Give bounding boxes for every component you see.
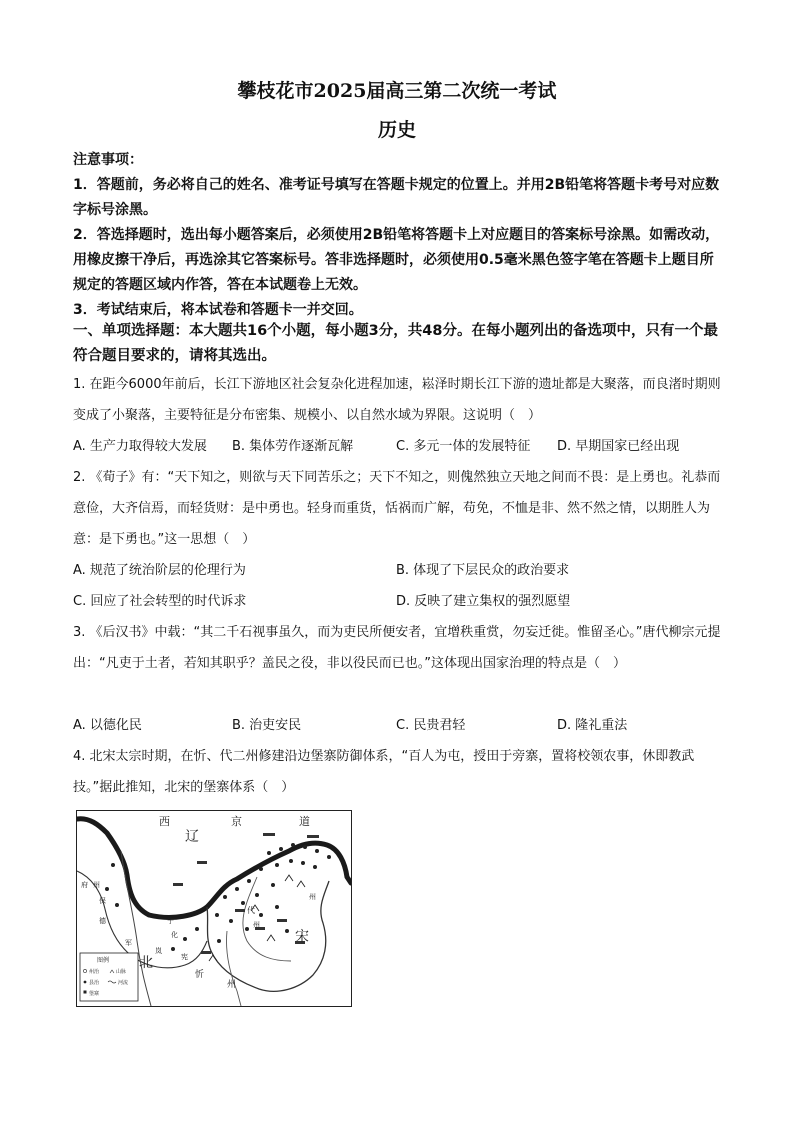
map-label-fu: 府 <box>81 881 88 889</box>
option-2d[interactable]: D. 反映了建立集权的强烈愿望 <box>396 594 571 609</box>
option-3a[interactable]: A. 以德化民 <box>73 718 142 733</box>
question-2-stem: 2. 《荀子》有：“天下知之，则欲与天下同苦乐之；天下不知之，则傀然独立天地之间而不畏：是上勇也。礼恭而意俭，大齐信焉，而轻货财：是中勇也。轻身而重货，恬祸而广解，苟免，不恤是非、然不然之情，以期胜人为意：是下勇也。”这一思想（ ） <box>73 470 721 547</box>
map-label-bei: 北 <box>139 955 153 971</box>
map-label-zhou: 州 <box>93 881 100 889</box>
map-label-jing: 京 <box>231 815 242 828</box>
option-1a[interactable]: A. 生产力取得较大发展 <box>73 439 207 454</box>
question-2 <box>73 462 723 555</box>
map-label-lan: 岚 <box>155 947 162 955</box>
exam-title: 攀枝花市2025届高三第二次统一考试 <box>237 80 557 102</box>
question-3-options <box>73 710 723 741</box>
note-item-2: 2．答选择题时，选出每小题答案后，必须使用2B铅笔将答题卡上对应题目的答案标号涂黑。如需改动，用橡皮擦干净后，再选涂其它答案标号。答非选择题时，必须使用0.5毫米黑色签字笔在答题卡上题目所规定的答题区域内作答，答在本试题卷上无效。 <box>73 227 720 293</box>
legend-item-county: 县治 <box>89 980 100 986</box>
question-2-options-row2 <box>73 586 723 617</box>
map-label-bao: 保 <box>99 897 106 905</box>
option-2a[interactable]: A. 规范了统治阶层的伦理行为 <box>73 563 246 578</box>
map-label-xi: 西 <box>159 815 170 828</box>
map-label-liao: 辽 <box>185 829 199 845</box>
map-legend <box>80 953 138 1001</box>
legend-title: 图例 <box>97 957 110 964</box>
song-fortress-map <box>76 810 352 1007</box>
question-4-stem: 4. 北宋太宗时期，在忻、代二州修建沿边堡寨防御体系，“百人为屯，授田于旁寨，置将校领农事，休即教武技。”据此推知，北宋的堡寨体系（ ） <box>73 749 695 795</box>
legend-item-prefecture: 州治 <box>89 969 100 975</box>
map-label-dao: 道 <box>299 815 310 828</box>
option-2b[interactable]: B. 体现了下层民众的政治要求 <box>396 563 570 578</box>
legend-item-river: 河流 <box>118 980 129 986</box>
option-2c[interactable]: C. 回应了社会转型的时代诉求 <box>73 594 247 609</box>
question-1-stem: 1. 在距今6000年前后，长江下游地区社会复杂化进程加速，崧泽时期长江下游的遗址都是大聚落，而良渚时期则变成了小聚落，主要特征是分布密集、规模小、以自然水域为界限。这说明（ ） <box>73 377 721 423</box>
option-1c[interactable]: C. 多元一体的发展特征 <box>396 439 531 454</box>
map-label-zhou3: 州 <box>309 893 316 901</box>
question-3 <box>73 617 723 679</box>
section-heading: 一、单项选择题：本大题共16个小题，每小题3分，共48分。在每小题列出的备选项中，只有一个最符合题目要求的，请将其选出。 <box>73 323 718 364</box>
option-3b[interactable]: B. 治吏安民 <box>232 718 302 733</box>
map-label-song: 宋 <box>295 929 309 945</box>
map-label-xian: 宪 <box>181 953 188 961</box>
question-3-stem: 3. 《后汉书》中载：“其二千石视事虽久，而为吏民所便安者，宜增秩重赏，勿妄迁徙。惟留圣心。”唐代柳宗元提出：“凡吏于土者，若知其职乎？盖民之役，非以役民而已也。”这体现出国家治理的特点是（ ） <box>73 625 721 671</box>
option-3c[interactable]: C. 民贵君轻 <box>396 718 466 733</box>
exam-subject: 历史 <box>377 119 416 141</box>
legend-fort-icon <box>84 991 87 994</box>
legend-county-icon <box>84 981 87 984</box>
map-label-hua: 化 <box>171 931 178 939</box>
legend-item-mountain: 山脉 <box>116 969 127 975</box>
map-label-ning: 宁 <box>167 917 174 925</box>
legend-item-fort: 堡寨 <box>89 991 100 997</box>
map-label-xin: 忻 <box>195 970 205 980</box>
map-label-de: 德 <box>99 917 106 925</box>
option-1d[interactable]: D. 早期国家已经出现 <box>557 439 680 454</box>
question-2-options-row1 <box>73 555 723 586</box>
map-label-zhou4: 州 <box>227 980 237 990</box>
note-item-1: 1．答题前，务必将自己的姓名、准考证号填写在答题卡规定的位置上。并用2B铅笔将答题卡考号对应数字标号涂黑。 <box>73 177 720 218</box>
map-label-jun: 军 <box>125 939 132 947</box>
question-1-options <box>73 431 723 462</box>
notes-heading: 注意事项： <box>73 152 143 168</box>
notes-block <box>73 148 723 323</box>
river-fen <box>226 931 241 1006</box>
note-item-3: 3．考试结束后，将本试卷和答题卡一并交回。 <box>73 302 363 318</box>
option-3d[interactable]: D. 隆礼重法 <box>557 718 628 733</box>
map-label-zhou2: 州 <box>253 921 260 929</box>
question-4 <box>73 741 723 803</box>
option-1b[interactable]: B. 集体劳作逐渐瓦解 <box>232 439 354 454</box>
question-1 <box>73 369 723 431</box>
border-line <box>77 819 351 918</box>
map-label-dai: 代 <box>247 906 255 915</box>
map-canvas <box>77 811 351 1006</box>
